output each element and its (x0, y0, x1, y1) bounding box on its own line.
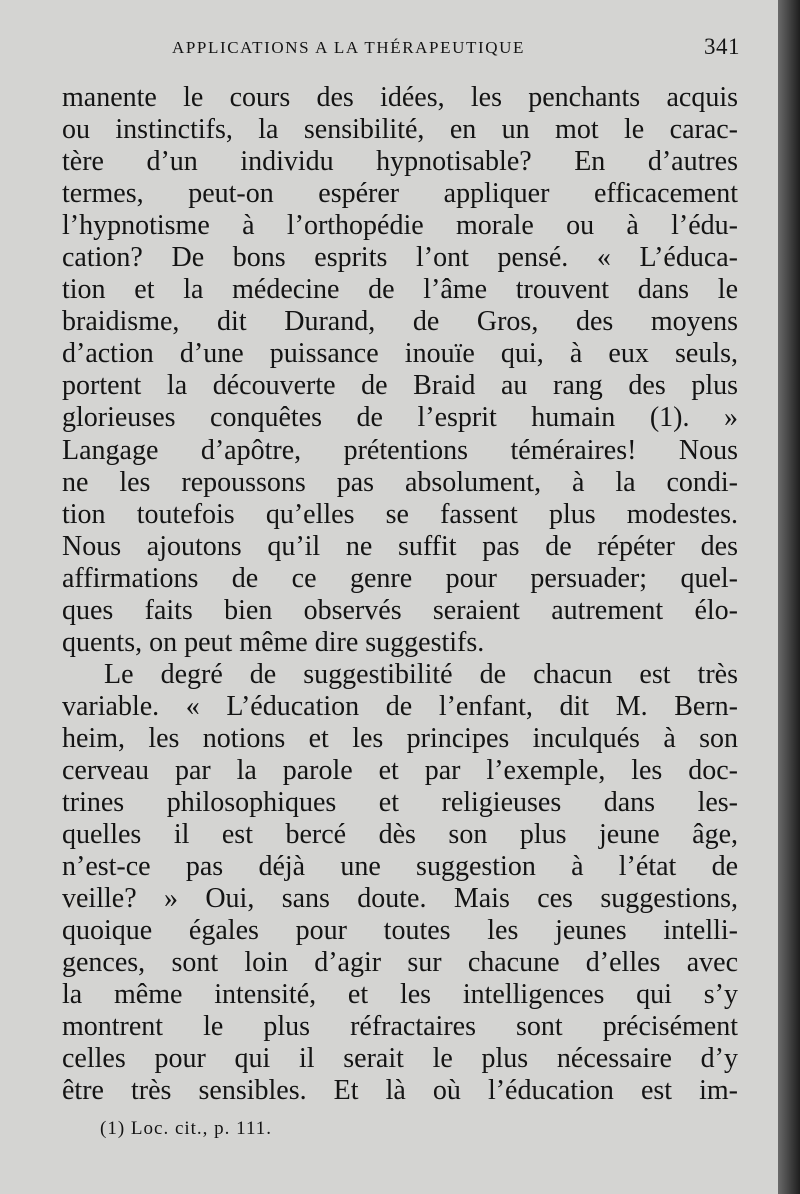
text-line: quoique égales pour toutes les jeunes intelli- (62, 915, 738, 947)
text-line: affirmations de ce genre pour persuader; quel- (62, 562, 738, 594)
text-line: la même intensité, et les intelligences qui s’y (62, 979, 738, 1011)
text-line: termes, peut-on espérer appliquer efficacement (62, 178, 738, 210)
text-line: être très sensibles. Et là où l’éducation est im- (62, 1075, 738, 1107)
text-line: glorieuses conquêtes de l’esprit humain (1). » (62, 402, 738, 434)
text-line: n’est-ce pas déjà une suggestion à l’état de (62, 851, 738, 883)
text-line: ques faits bien observés seraient autrement élo- (62, 594, 738, 626)
text-line: tion et la médecine de l’âme trouvent dans le (62, 274, 738, 306)
text-line: trines philosophiques et religieuses dans les- (62, 787, 738, 819)
text-line: cation? De bons esprits l’ont pensé. « L’éduca- (62, 242, 738, 274)
text-line: variable. « L’éducation de l’enfant, dit M. Bern- (62, 690, 738, 722)
running-title: APPLICATIONS A LA THÉRAPEUTIQUE (172, 38, 525, 57)
body-text (62, 82, 738, 1108)
page-number: 341 (704, 34, 740, 59)
text-line: tion toutefois qu’elles se fassent plus modestes. (62, 498, 738, 530)
text-line: Le degré de suggestibilité de chacun est très (104, 658, 738, 690)
text-line: quelles il est bercé dès son plus jeune âge, (62, 819, 738, 851)
text-line: l’hypnotisme à l’orthopédie morale ou à l’édu- (62, 210, 738, 242)
text-line: cerveau par la parole et par l’exemple, les doc- (62, 754, 738, 786)
footnote: (1) Loc. cit., p. 111. (100, 1118, 273, 1139)
text-line: veille? » Oui, sans doute. Mais ces suggestions, (62, 883, 738, 915)
text-line: ou instinctifs, la sensibilité, en un mot le carac- (62, 114, 738, 146)
text-line: heim, les notions et les principes inculqués à son (62, 722, 738, 754)
page-header (172, 34, 740, 62)
text-line: Nous ajoutons qu’il ne suffit pas de répéter des (62, 530, 738, 562)
text-line: braidisme, dit Durand, de Gros, des moyens (62, 306, 738, 338)
text-line: ne les repoussons pas absolument, à la condi- (62, 466, 738, 498)
text-line: manente le cours des idées, les penchants acquis (62, 82, 738, 113)
text-line: tère d’un individu hypnotisable? En d’autres (62, 146, 738, 178)
text-line: montrent le plus réfractaires sont précisément (62, 1011, 738, 1043)
text-line: celles pour qui il serait le plus nécessaire d’y (62, 1043, 738, 1075)
text-line: gences, sont loin d’agir sur chacune d’elles avec (62, 947, 738, 979)
text-line: Langage d’apôtre, prétentions téméraires! Nous (62, 434, 738, 466)
text-line: portent la découverte de Braid au rang des plus (62, 370, 738, 402)
text-line: quents, on peut même dire suggestifs. (62, 626, 485, 658)
text-line: d’action d’une puissance inouïe qui, à eux seuls, (62, 338, 738, 370)
